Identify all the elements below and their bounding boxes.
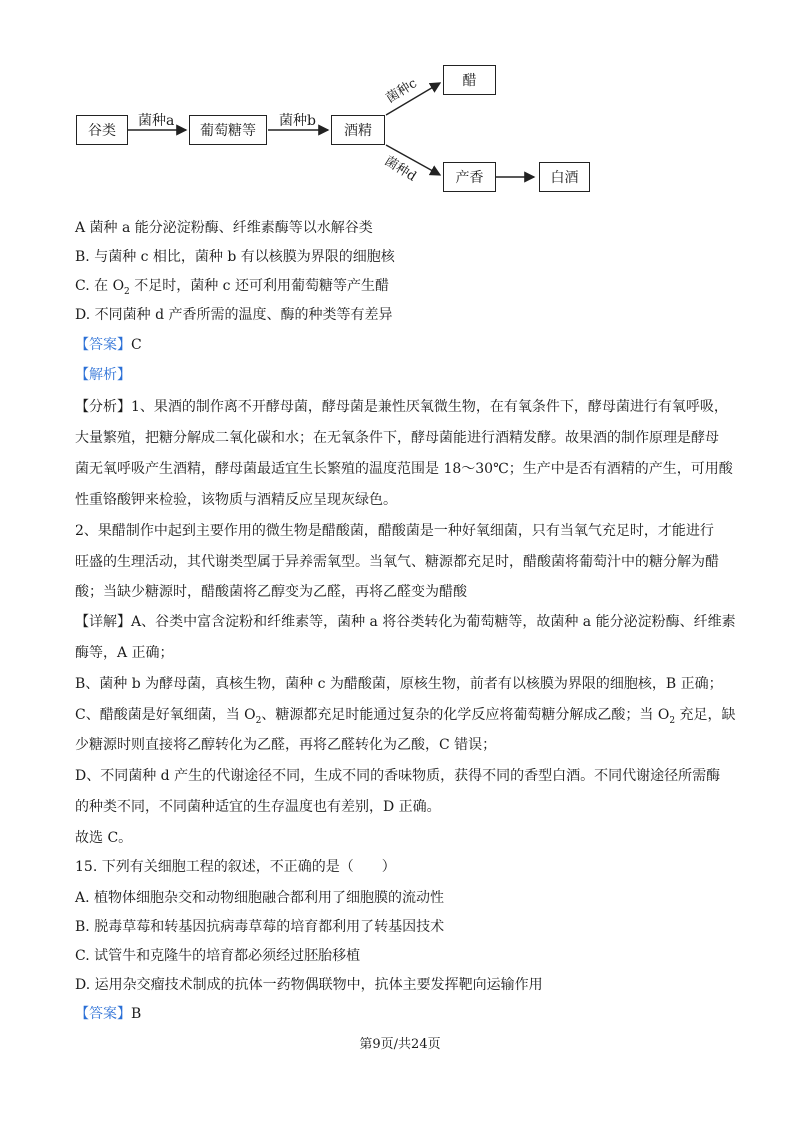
box-alcohol: 酒精 (331, 115, 385, 145)
label-strain-d: 菌种d (381, 153, 419, 185)
analysis-line-4: 2、果醋制作中起到主要作用的微生物是醋酸菌，醋酸菌是一种好氧细菌，只有当氧气充足时，才能进行 (75, 523, 714, 539)
box-aroma: 产香 (443, 162, 496, 192)
detail-c-sub-2: 2 (669, 715, 676, 726)
detail-c-part-e: 充足，缺 (675, 707, 736, 723)
q14-option-b: B. 与菌种 c 相比，菌种 b 有以核膜为界限的细胞核 (75, 249, 395, 265)
detail-c-part-a: C、醋酸菌是好氧细菌，当 O (75, 707, 256, 723)
analysis-line-7: 【详解】A、谷类中富含淀粉和纤维素等，菌种 a 将谷类转化为葡萄糖等，故菌种 a 能分泌淀粉酶、纤维素 (75, 614, 736, 630)
analysis-line-0: 【分析】1、果酒的制作离不开酵母菌，酵母菌是兼性厌氧微生物，在有氧条件下，酵母菌进行有氧呼吸， (75, 399, 728, 415)
q15-answer-value: B (131, 1006, 142, 1022)
box-vinegar: 醋 (443, 65, 496, 95)
page-footer: 第9页/共24页 (359, 1037, 441, 1052)
q14-option-c-pre: C. 在 O (75, 278, 125, 294)
analysis-line-6: 酸；当缺少糖源时，醋酸菌将乙醇变为乙醛，再将乙醛变为醋酸 (75, 584, 467, 600)
analysis-line-5: 旺盛的生理活动，其代谢类型属于异养需氧型。当氧气、糖源都充足时，醋酸菌将葡萄汁中的糖分解为醋 (75, 554, 719, 570)
analysis-line-8: 酶等，A 正确； (75, 645, 174, 661)
detail-line-3: 故选 C。 (75, 830, 133, 846)
q14-answer (75, 335, 735, 355)
q15-answer (75, 1004, 735, 1024)
q14-option-c-post: 不足时，菌种 c 还可利用葡萄糖等产生醋 (129, 278, 389, 294)
q14-option-c (75, 276, 735, 302)
q15-question: 15. 下列有关细胞工程的叙述，不正确的是（ ） (75, 859, 396, 875)
analysis-line-3: 性重铬酸钾来检验，该物质与酒精反应呈现灰绿色。 (75, 492, 397, 508)
q15-option-b: B. 脱毒草莓和转基因抗病毒草莓的培育都利用了转基因技术 (75, 919, 445, 935)
analysis-line-9: B、菌种 b 为酵母菌，真核生物，菌种 c 为醋酸菌，原核生物，前者有以核膜为界限的细胞核，B 正确； (75, 676, 723, 692)
detail-line-0: 少糖源时则直接将乙醇转化为乙醛，再将乙醛转化为乙酸，C 错误； (75, 737, 497, 753)
q14-option-a: A 菌种 a 能分泌淀粉酶、纤维素酶等以水解谷类 (75, 220, 373, 236)
analysis-line-1: 大量繁殖，把糖分解成二氧化碳和水；在无氧条件下，酵母菌能进行酒精发酵。故果酒的制作原理是酵母 (75, 430, 719, 446)
label-strain-b: 菌种b (279, 113, 316, 129)
flow-diagram (0, 0, 800, 210)
box-liquor: 白酒 (539, 162, 590, 192)
label-strain-c: 菌种c (383, 76, 420, 107)
detail-line-2: 的种类不同，不同菌种适宜的生存温度也有差别，D 正确。 (75, 799, 441, 815)
detail-c-sub-1: 2 (255, 715, 262, 726)
analysis-tag: 【解析】 (75, 367, 131, 383)
q15-answer-tag: 【答案】 (75, 1006, 131, 1022)
analysis-line-2: 菌无氧呼吸产生酒精，酵母菌最适宜生长繁殖的温度范围是 18～30℃；生产中是否有酒精的产生，可用酸 (75, 461, 733, 477)
answer-tag: 【答案】 (75, 337, 131, 353)
detail-c-part-c: 、糖源都充足时能通过复杂的化学反应将葡萄糖分解成乙酸；当 O (261, 707, 670, 723)
q15-option-d: D. 运用杂交瘤技术制成的抗体一药物偶联物中，抗体主要发挥靶向运输作用 (75, 977, 543, 993)
box-glucose: 葡萄糖等 (189, 115, 267, 145)
box-grain: 谷类 (76, 115, 128, 145)
q14-option-c-sub: 2 (124, 286, 130, 297)
label-strain-a: 菌种a (138, 113, 175, 129)
detail-c-line (75, 705, 735, 731)
detail-line-1: D、不同菌种 d 产生的代谢途径不同，生成不同的香味物质，获得不同的香型白酒。不同代谢途径所需酶 (75, 768, 721, 784)
q15-option-c: C. 试管牛和克隆牛的培育都必须经过胚胎移植 (75, 948, 361, 964)
answer-value: C (131, 337, 142, 353)
q14-option-d: D. 不同菌种 d 产香所需的温度、酶的种类等有差异 (75, 307, 393, 323)
q15-option-a: A. 植物体细胞杂交和动物细胞融合都利用了细胞膜的流动性 (75, 890, 445, 906)
